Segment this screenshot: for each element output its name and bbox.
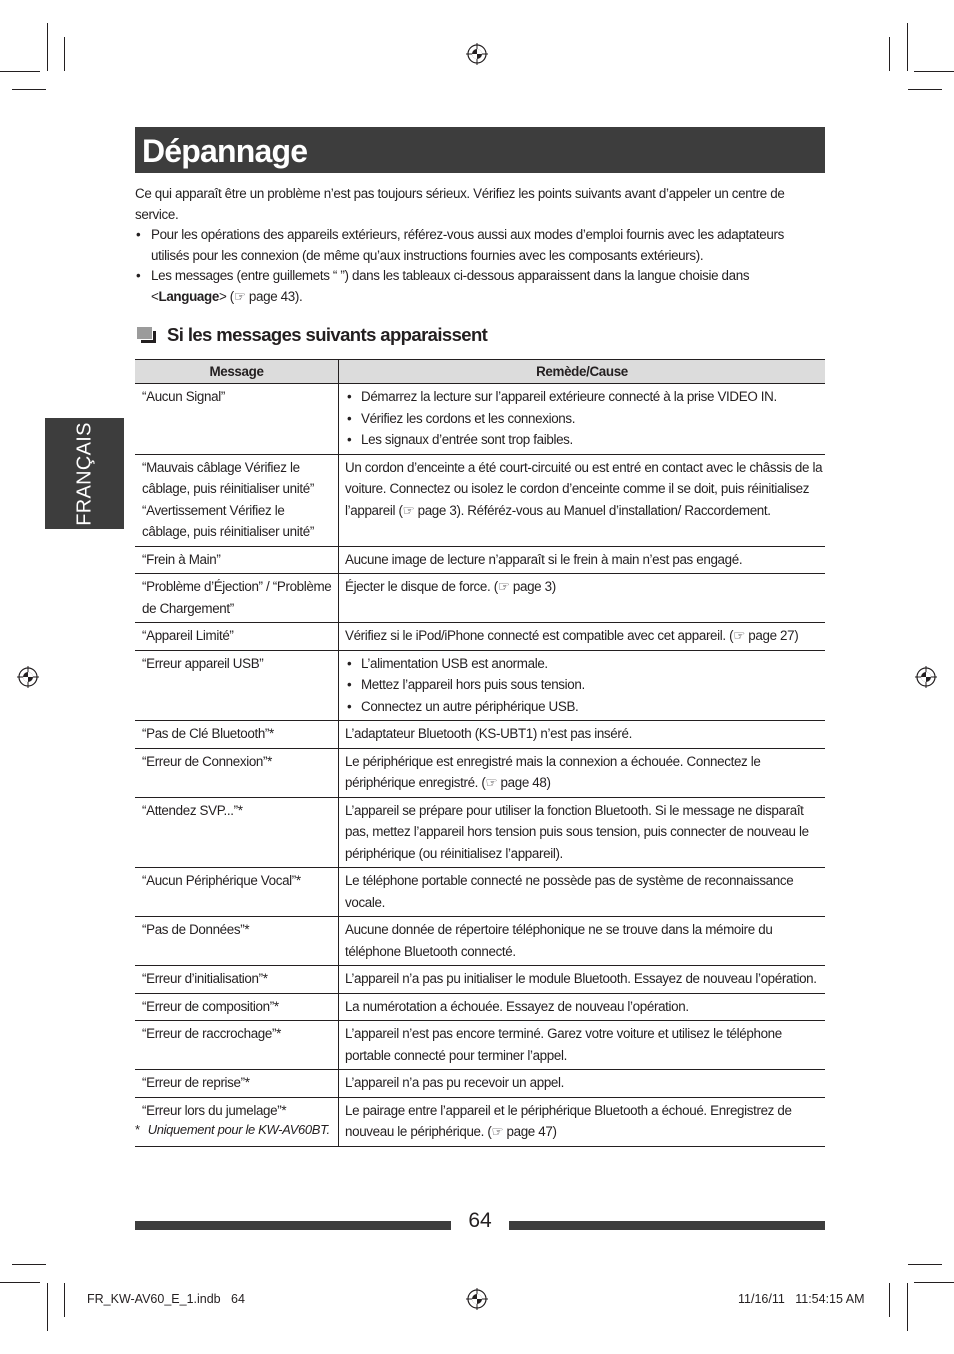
- table-row: [135, 917, 825, 966]
- remedy-cell: L’appareil n’a pas pu recevoir un appel.: [339, 1070, 826, 1098]
- table-row: [135, 650, 825, 721]
- crop-mark: [908, 1264, 942, 1265]
- crop-mark: [12, 89, 46, 90]
- table-row: [135, 1070, 825, 1098]
- crop-mark: [889, 1283, 890, 1317]
- section-heading: [137, 322, 487, 348]
- message-cell: “Erreur de Connexion”*: [135, 748, 339, 797]
- remedy-cell: Aucune donnée de répertoire téléphonique ne se trouve dans la mémoire du téléphone Bluetooth connecté.: [339, 917, 826, 966]
- remedy-cell: Le pairage entre l’appareil et le périphérique Bluetooth a échoué. Enregistrez de nouveau le périphérique. (☞ page 47): [339, 1097, 826, 1146]
- crop-mark: [914, 1282, 954, 1283]
- table-row: [135, 868, 825, 917]
- remedy-cell: L’adaptateur Bluetooth (KS-UBT1) n’est pas inséré.: [339, 721, 826, 749]
- remedy-cell: L’appareil n’a pas pu initialiser le module Bluetooth. Essayez de nouveau l’opération.: [339, 966, 826, 994]
- crop-mark: [914, 71, 954, 72]
- remedy-item: • Les signaux d’entrée sont trop faibles.: [345, 429, 823, 451]
- crop-mark: [64, 37, 65, 71]
- table-row: [135, 721, 825, 749]
- table-body: [135, 384, 825, 1147]
- remedy-cell: La numérotation a échouée. Essayez de nouveau l’opération.: [339, 993, 826, 1021]
- print-file-info: FR_KW-AV60_E_1.indb 64: [87, 1292, 245, 1306]
- troubleshooting-table: [135, 359, 825, 1147]
- remedy-cell: Éjecter le disque de force. (☞ page 3): [339, 574, 826, 623]
- remedy-item: • Connectez un autre périphérique USB.: [345, 696, 823, 718]
- crop-mark: [0, 1282, 40, 1283]
- message-cell: “Aucun Signal”: [135, 384, 339, 455]
- crosshair-target-icon: [915, 666, 937, 688]
- intro-list: [135, 225, 825, 307]
- page-number: 64: [468, 1209, 492, 1232]
- remedy-cell: L’appareil se prépare pour utiliser la fonction Bluetooth. Si le message ne disparaît pas, mettez l’appareil hors tension puis sous tension, puis connecter de nouveau le périphérique (ou réinitialisez l’appareil).: [339, 797, 826, 868]
- crop-mark: [47, 1283, 48, 1331]
- message-cell: “Erreur de composition”*: [135, 993, 339, 1021]
- remedy-cell: Un cordon d’enceinte a été court-circuité ou est entré en contact avec le châssis de la voiture. Connectez ou isolez le cordon d’enceinte comme il se doit, puis réinitialisez l’appareil (☞ page 3). Référéz-vous au Manuel d’installation/ Raccordement.: [339, 454, 826, 546]
- remedy-cell: L’appareil n’est pas encore terminé. Garez votre voiture et utilisez le téléphone portable connecté pour terminer l’appel.: [339, 1021, 826, 1070]
- intro-paragraph: Ce qui apparaît être un problème n’est pas toujours sérieux. Vérifiez les points suivants avant d’appeler un centre de service.: [135, 186, 785, 222]
- language-setting-name: Language: [158, 288, 219, 304]
- table-row: [135, 574, 825, 623]
- crop-mark: [907, 1283, 908, 1331]
- crop-mark: [12, 1264, 46, 1265]
- table-row: [135, 797, 825, 868]
- message-cell: “Problème d’Éjection” / “Problème de Chargement”: [135, 574, 339, 623]
- remedy-item: • L’alimentation USB est anormale.: [345, 653, 823, 675]
- remedy-cell: [339, 384, 826, 455]
- print-timestamp: 11/16/11 11:54:15 AM: [738, 1292, 865, 1306]
- crosshair-target-icon: [466, 43, 488, 65]
- remedy-list: [345, 653, 823, 718]
- crop-mark: [47, 23, 48, 71]
- message-cell: “Erreur de reprise”*: [135, 1070, 339, 1098]
- crosshair-target-icon: [17, 666, 39, 688]
- remedy-item: • Vérifiez les cordons et les connexions.: [345, 408, 823, 430]
- remedy-cell: Aucune image de lecture n’apparaît si le frein à main n’est pas engagé.: [339, 546, 826, 574]
- remedy-item: • Démarrez la lecture sur l’appareil extérieure connecté à la prise VIDEO IN.: [345, 386, 823, 408]
- crop-mark: [64, 1283, 65, 1317]
- message-cell: “Attendez SVP...”*: [135, 797, 339, 868]
- language-side-tab: [45, 418, 124, 529]
- table-row: [135, 993, 825, 1021]
- table-row: [135, 384, 825, 455]
- table-row: [135, 748, 825, 797]
- remedy-cell: Le périphérique est enregistré mais la connexion a échouée. Connectez le périphérique enregistré. (☞ page 48): [339, 748, 826, 797]
- table-row: [135, 546, 825, 574]
- table-row: [135, 623, 825, 651]
- page-number-bar-right: [509, 1221, 825, 1230]
- crop-mark: [889, 37, 890, 71]
- page-title-bar: [135, 127, 825, 173]
- message-cell: “Erreur appareil USB”: [135, 650, 339, 721]
- table-header-row: [135, 360, 825, 384]
- crop-mark: [0, 71, 40, 72]
- message-cell: “Aucun Périphérique Vocal”*: [135, 868, 339, 917]
- message-cell: “Pas de Données”*: [135, 917, 339, 966]
- language-tab-label: FRANÇAIS: [73, 421, 95, 526]
- message-cell: “Frein à Main”: [135, 546, 339, 574]
- crop-mark: [908, 89, 942, 90]
- table-row: [135, 454, 825, 546]
- column-header-message: Message: [135, 360, 339, 384]
- intro-bullet: [135, 266, 825, 307]
- page-title: Dépannage: [142, 133, 308, 169]
- message-cell: “Appareil Limité”: [135, 623, 339, 651]
- intro-bullet-text: > (☞ page 43).: [218, 288, 303, 304]
- section-title: Si les messages suivants apparaissent: [167, 324, 488, 345]
- intro-bullet-text: Les messages (entre guillemets “ ”) dans les tableaux ci-dessous apparaissent dans la langue choisie dans <: [151, 268, 750, 304]
- column-header-remedy: Remède/Cause: [339, 360, 826, 384]
- message-cell: “Pas de Clé Bluetooth”*: [135, 721, 339, 749]
- table-row: [135, 966, 825, 994]
- remedy-cell: [339, 650, 826, 721]
- intro-bullet: • Pour les opérations des appareils extérieurs, référez-vous aussi aux modes d’emploi fournis avec les adaptateurs utilisés pour les connexion (de même qu’aux instructions fournies avec les composants extérieurs).: [135, 225, 825, 266]
- square-bullet-icon: [137, 327, 157, 343]
- table-row: [135, 1021, 825, 1070]
- remedy-list: [345, 386, 823, 451]
- remedy-cell: Le téléphone portable connecté ne possède pas de système de reconnaissance vocale.: [339, 868, 826, 917]
- intro-text: [135, 184, 825, 307]
- footnote-marker: *: [135, 1122, 140, 1137]
- message-cell: “Mauvais câblage Vérifiez le câblage, puis réinitialiser unité” “Avertissement Vérifiez le câblage, puis réinitialiser unité”: [135, 454, 339, 546]
- message-cell: “Erreur de raccrochage”*: [135, 1021, 339, 1070]
- message-cell: “Erreur lors du jumelage”*: [135, 1097, 339, 1146]
- message-cell: “Erreur d’initialisation”*: [135, 966, 339, 994]
- footnote: [135, 1122, 330, 1137]
- page-number-bar-left: [135, 1221, 451, 1230]
- footnote-text: Uniquement pour le KW-AV60BT.: [147, 1122, 330, 1137]
- remedy-cell: Vérifiez si le iPod/iPhone connecté est compatible avec cet appareil. (☞ page 27): [339, 623, 826, 651]
- remedy-item: • Mettez l’appareil hors puis sous tension.: [345, 674, 823, 696]
- crosshair-target-icon: [466, 1288, 488, 1310]
- crop-mark: [907, 23, 908, 71]
